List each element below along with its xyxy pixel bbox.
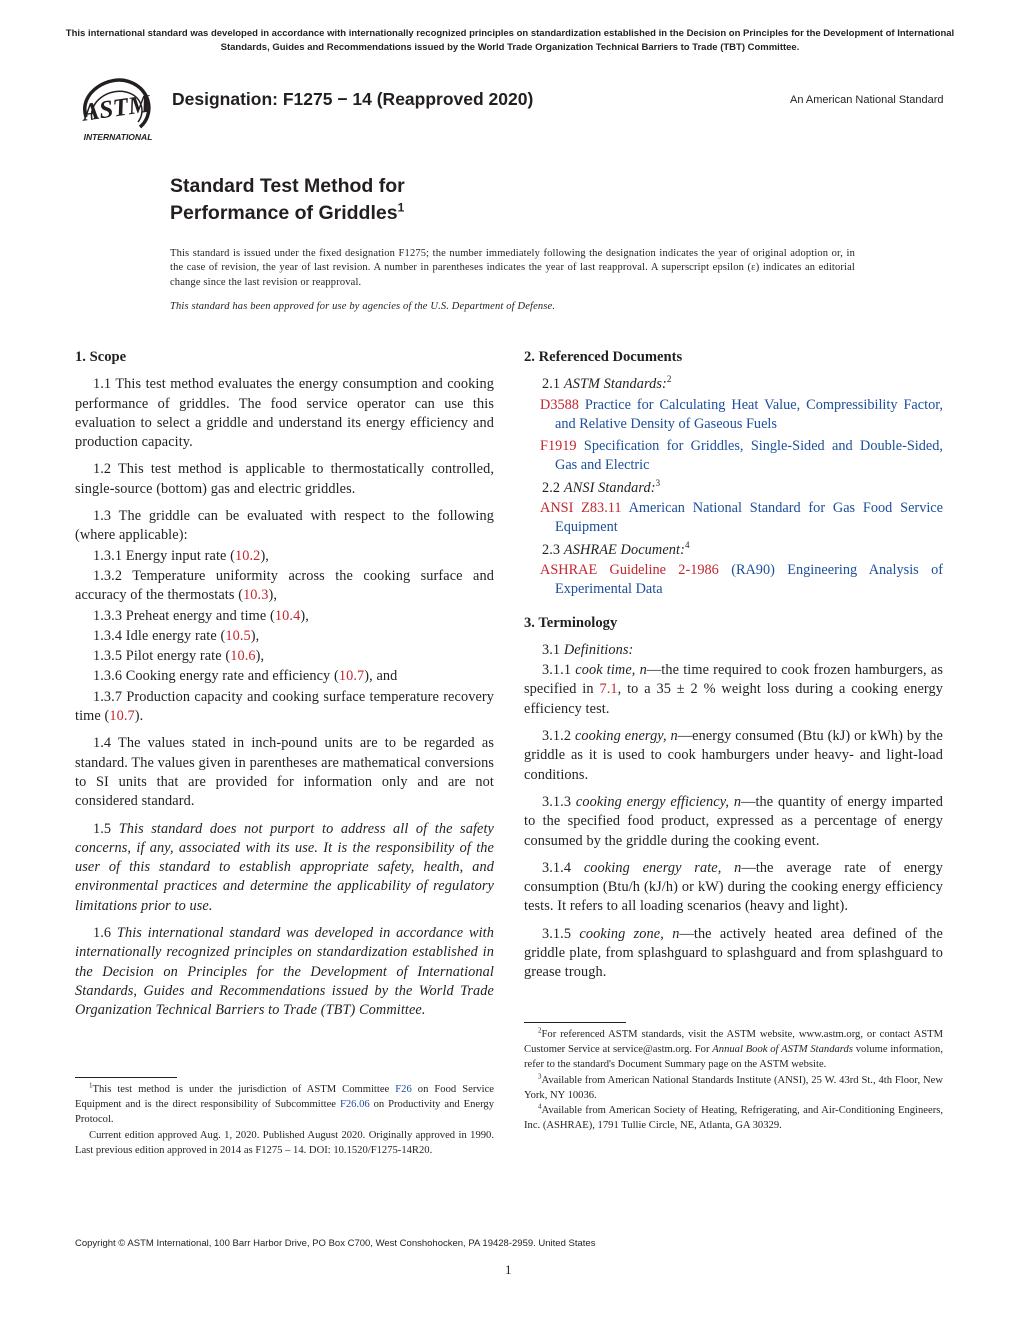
para-3-1: 3.1 Definitions: bbox=[542, 641, 634, 658]
para-1-6: 1.6 This international standard was developed in accordance with internationally recognized principles on standardization established in the Decision on Principles for the Development of International Standards, Guides and Recommendations issued by the World Trade Organization Technical Barriers to Trade (TBT) Committee. bbox=[75, 925, 494, 1019]
term-3-1-5: 3.1.5 cooking zone, n—the actively heated area defined of the griddle plate, from splashguard to splashguard and from splashguard to grease trough. bbox=[524, 925, 943, 981]
section-link[interactable]: 10.4 bbox=[274, 607, 301, 624]
section-link[interactable]: 7.1 bbox=[599, 681, 618, 698]
para-2-1: 2.1 ASTM Standards:$^2$ bbox=[542, 374, 672, 393]
footnote-rule bbox=[75, 1077, 177, 1078]
footnote-2: $^2$For referenced ASTM standards, visit the ASTM website, www.astm.org, or contact ASTM Customer Service at service@astm.org. For Annual Book of ASTM Standards volume information, refer to the standard's Document Summary page on the ASTM website. bbox=[524, 1026, 943, 1071]
para-1-4: 1.4 The values stated in inch-pound units are to be regarded as standard. The values given in parentheses are mathematical conversions to SI units that are provided for information only and are not considered standard. bbox=[75, 735, 494, 810]
ref-f1919[interactable]: F1919 Specification for Griddles, Single-Sided and Double-Sided, Gas and Electric bbox=[540, 438, 943, 474]
section-terminology-heading: 3. Terminology bbox=[524, 614, 618, 631]
section-link[interactable]: 10.6 bbox=[230, 648, 256, 665]
list-item: 1.3.3 Preheat energy and time (10.4), bbox=[93, 607, 309, 624]
standards-notice: This international standard was developed in accordance with internationally recognized principles on standardization established in the Decision on Principles for the Development of International Standards, Guides and Recommendations issued by the World Trade Organization Technical Barriers to Trade (TBT) Committee. bbox=[65, 28, 955, 53]
term-3-1-4: 3.1.4 cooking energy rate, n—the average rate of energy consumption (Btu/h (kJ/h) or kW) during the cooking energy efficiency tests. It refers to all loading scenarios (heavy and light). bbox=[524, 859, 943, 915]
ref-ashrae[interactable]: ASHRAE Guideline 2-1986 (RA90) Engineering Analysis of Experimental Data bbox=[540, 561, 944, 598]
list-item: 1.3.7 Production capacity and cooking surface temperature recovery time (10.7). bbox=[75, 688, 494, 725]
title-line-2: Performance of Griddles bbox=[170, 202, 398, 224]
footnote-4: $^4$Available from American Society of Heating, Refrigerating, and Air-Conditioning Engineers, Inc. (ASHRAE), 1791 Tullie Circle, NE, Atlanta, GA 30329. bbox=[524, 1102, 943, 1132]
para-1-5: 1.5 This standard does not purport to address all of the safety concerns, if any, associated with its use. It is the responsibility of the user of this standard to establish appropriate safety, health, and environmental practices and determine the applicability of regulatory limitations prior to use. bbox=[75, 820, 494, 914]
para-1-1: 1.1 This test method evaluates the energy consumption and cooking performance of griddles. The food service operator can use this evaluation to select a griddle and understand its energy efficiency and production capacity. bbox=[75, 376, 494, 451]
american-national-standard: An American National Standard bbox=[790, 94, 944, 106]
document-title bbox=[170, 173, 405, 227]
logo-subtext: INTERNATIONAL bbox=[83, 132, 153, 142]
footnote-3: $^3$Available from American National Standards Institute (ANSI), 25 W. 43rd St., 4th Floor, New York, NY 10036. bbox=[524, 1072, 943, 1101]
logo-text: ASTM bbox=[80, 90, 153, 127]
astm-logo bbox=[70, 72, 165, 147]
footnotes-right bbox=[524, 1022, 943, 1133]
term-3-1-2: 3.1.2 cooking energy, n—energy consumed (Btu (kJ) or kWh) by the griddle as it is used to cook hamburgers under heavy- and light-load conditions. bbox=[524, 728, 944, 783]
ref-ansi[interactable]: ANSI Z83.11 American National Standard for Gas Food Service Equipment bbox=[540, 500, 944, 536]
list-item: 1.3.2 Temperature uniformity across the cooking surface and accuracy of the thermostats (10.3), bbox=[75, 567, 494, 604]
section-refdocs-heading: 2. Referenced Documents bbox=[524, 349, 683, 365]
para-1-2: 1.2 This test method is applicable to thermostatically controlled, single-source (bottom) gas and electric griddles. bbox=[75, 461, 494, 497]
right-column bbox=[524, 345, 943, 991]
footnote-1: $^1$This test method is under the jurisdiction of ASTM Committee F26 on Food Service Equipment and is the direct responsibility of Subcommittee F26.06 on Productivity and Energy Protocol. bbox=[75, 1081, 495, 1126]
section-scope-heading: 1. Scope bbox=[75, 349, 127, 365]
left-column bbox=[75, 345, 494, 1029]
list-item: 1.3.6 Cooking energy rate and efficiency (10.7), and bbox=[93, 668, 398, 685]
committee-link[interactable]: F26 bbox=[395, 1084, 412, 1095]
section-link[interactable]: 10.3 bbox=[243, 587, 269, 604]
list-item: 1.3.1 Energy input rate (10.2), bbox=[93, 547, 269, 564]
copyright-footer: Copyright © ASTM International, 100 Barr Harbor Drive, PO Box C700, West Conshohocken, PA 19428-2959. United States bbox=[75, 1238, 596, 1249]
designation: Designation: F1275 − 14 (Reapproved 2020) bbox=[172, 89, 534, 109]
para-2-3: 2.3 ASHRAE Document:$^4$ bbox=[542, 539, 690, 558]
term-3-1-1: 3.1.1 cook time, n—the time required to cook frozen hamburgers, as specified in 7.1, to a 35 ± 2 % weight loss during a cooking energy efficiency test. bbox=[524, 662, 944, 717]
section-link[interactable]: 10.5 bbox=[225, 627, 251, 644]
issuance-statement: This standard is issued under the fixed designation F1275; the number immediately following the designation indicates the year of original adoption or, in the case of revision, the year of last revision. A number in parentheses indicates the year of last reapproval. A superscript epsilon (ε) indicates an editorial change since the last revision or reapproval. bbox=[170, 248, 855, 288]
title-footnote-mark: 1 bbox=[397, 200, 405, 215]
term-3-1-3: 3.1.3 cooking energy efficiency, n—the quantity of energy imparted to the specified food product, expressed as a percentage of energy consumed by the griddle during the cooking event. bbox=[524, 793, 943, 849]
footnotes-left bbox=[75, 1077, 494, 1158]
title-line-1: Standard Test Method for bbox=[170, 175, 405, 197]
footnote-1-edition: Current edition approved Aug. 1, 2020. Published August 2020. Originally approved in 1990. Last previous edition approved in 2014 as F1275 – 14. DOI: 10.1520/F1275-14R20. bbox=[75, 1129, 494, 1156]
subcommittee-link[interactable]: F26.06 bbox=[339, 1099, 370, 1111]
ref-d3588[interactable]: D3588 Practice for Calculating Heat Value, Compressibility Factor, and Relative Density of Gaseous Fuels bbox=[540, 396, 943, 432]
dod-approval: This standard has been approved for use by agencies of the U.S. Department of Defense. bbox=[170, 301, 556, 312]
list-item: 1.3.5 Pilot energy rate (10.6), bbox=[93, 648, 265, 665]
page-number: 1 bbox=[505, 1262, 512, 1277]
section-link[interactable]: 10.7 bbox=[109, 708, 135, 725]
para-1-3: 1.3 The griddle can be evaluated with respect to the following (where applicable): bbox=[75, 508, 494, 544]
list-item: 1.3.4 Idle energy rate (10.5), bbox=[93, 627, 260, 644]
para-2-2: 2.2 ANSI Standard:$^3$ bbox=[542, 478, 661, 496]
footnote-rule bbox=[524, 1022, 626, 1023]
section-link[interactable]: 10.7 bbox=[338, 668, 365, 685]
section-link[interactable]: 10.2 bbox=[235, 547, 261, 564]
